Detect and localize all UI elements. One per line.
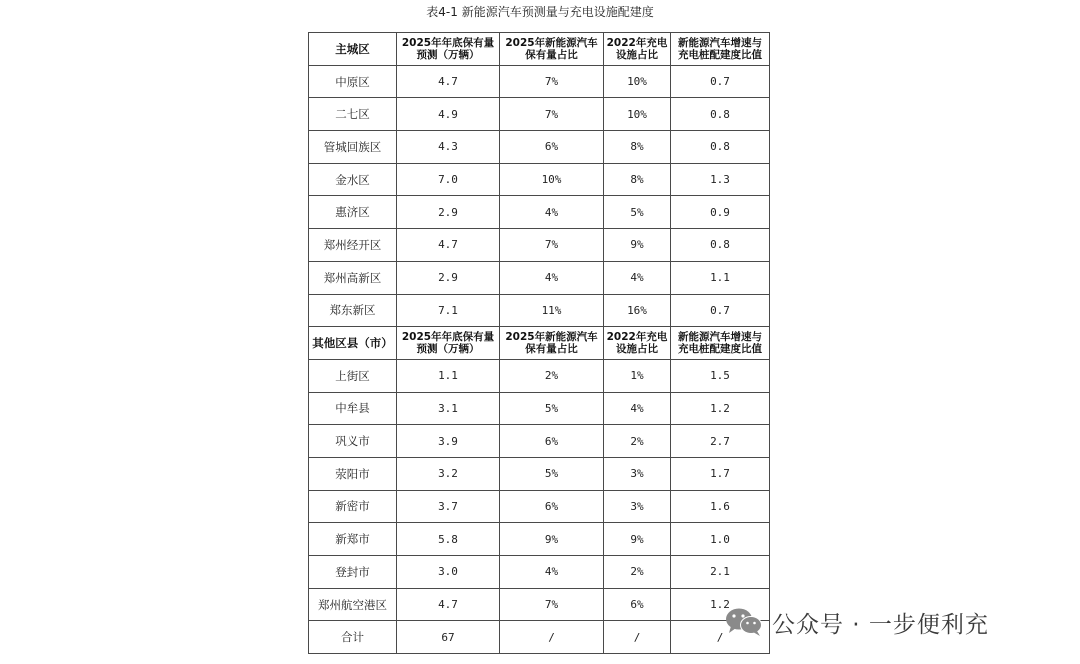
table-cell: 0.8 — [671, 131, 770, 164]
table-cell: 2% — [604, 556, 671, 589]
row-label-cell: 金水区 — [309, 163, 397, 196]
table-cell: 9% — [500, 523, 604, 556]
table-cell: 2.1 — [671, 556, 770, 589]
table-cell: 7% — [500, 229, 604, 262]
table-row — [309, 588, 770, 621]
row-label-cell: 上街区 — [309, 359, 397, 392]
table-row — [309, 621, 770, 654]
table-cell: 2025年新能源汽车 保有量占比 — [500, 33, 604, 66]
table-cell: 2.9 — [397, 261, 500, 294]
table-cell: 新能源汽车增速与 充电桩配建度比值 — [671, 327, 770, 360]
table-cell: / — [500, 621, 604, 654]
table-cell: 2.9 — [397, 196, 500, 229]
table-cell: 0.7 — [671, 294, 770, 327]
table-cell: 4.7 — [397, 65, 500, 98]
row-label-cell: 登封市 — [309, 556, 397, 589]
table-cell: 4% — [500, 556, 604, 589]
table-cell: 5% — [500, 392, 604, 425]
table-row — [309, 131, 770, 164]
wechat-icon — [724, 607, 764, 637]
table-cell: 16% — [604, 294, 671, 327]
row-label-cell: 巩义市 — [309, 425, 397, 458]
row-label-cell: 中牟县 — [309, 392, 397, 425]
table-cell: 0.8 — [671, 98, 770, 131]
table-cell: 2.7 — [671, 425, 770, 458]
table-cell: 2025年新能源汽车 保有量占比 — [500, 327, 604, 360]
table-row — [309, 425, 770, 458]
table-cell: 4.7 — [397, 588, 500, 621]
table-cell: 1.7 — [671, 457, 770, 490]
row-label-cell: 荥阳市 — [309, 457, 397, 490]
table-cell: 3.9 — [397, 425, 500, 458]
table-row — [309, 294, 770, 327]
table-cell: 4% — [604, 261, 671, 294]
header-row-other — [309, 327, 770, 360]
row-label-cell: 郑州经开区 — [309, 229, 397, 262]
table-cell: 1% — [604, 359, 671, 392]
row-label-cell: 惠济区 — [309, 196, 397, 229]
table-cell: 3.0 — [397, 556, 500, 589]
table-row — [309, 196, 770, 229]
table-row — [309, 65, 770, 98]
table-cell: 1.2 — [671, 588, 770, 621]
table-cell: 10% — [500, 163, 604, 196]
table-cell: 2% — [500, 359, 604, 392]
table-row — [309, 556, 770, 589]
table-cell: 4% — [500, 261, 604, 294]
table-cell: 5% — [604, 196, 671, 229]
table-cell: 1.5 — [671, 359, 770, 392]
row-label-cell: 郑州高新区 — [309, 261, 397, 294]
table-cell: 1.1 — [397, 359, 500, 392]
table-cell: 3.7 — [397, 490, 500, 523]
table-row — [309, 392, 770, 425]
table-cell: 1.0 — [671, 523, 770, 556]
row-label-cell: 郑州航空港区 — [309, 588, 397, 621]
table-cell: / — [671, 621, 770, 654]
table-cell: / — [604, 621, 671, 654]
header-row-main — [309, 33, 770, 66]
table-cell: 0.8 — [671, 229, 770, 262]
table-cell: 8% — [604, 131, 671, 164]
table-cell: 6% — [500, 425, 604, 458]
table-cell: 9% — [604, 229, 671, 262]
row-label-cell: 新密市 — [309, 490, 397, 523]
table-cell: 4.9 — [397, 98, 500, 131]
row-label-cell: 中原区 — [309, 65, 397, 98]
table-cell: 3% — [604, 490, 671, 523]
row-label-cell: 主城区 — [309, 33, 397, 66]
table-cell: 6% — [500, 131, 604, 164]
table-cell: 1.1 — [671, 261, 770, 294]
table-cell: 新能源汽车增速与 充电桩配建度比值 — [671, 33, 770, 66]
table-cell: 6% — [500, 490, 604, 523]
table-cell: 3.2 — [397, 457, 500, 490]
watermark-text: 公众号 · 一步便利充 — [772, 611, 989, 638]
table-cell: 2025年年底保有量 预测（万辆） — [397, 327, 500, 360]
table-cell: 8% — [604, 163, 671, 196]
watermark — [724, 604, 989, 640]
table-row — [309, 163, 770, 196]
table-cell: 7% — [500, 588, 604, 621]
table-cell: 5% — [500, 457, 604, 490]
table-row — [309, 229, 770, 262]
row-label-cell: 管城回族区 — [309, 131, 397, 164]
table-row — [309, 490, 770, 523]
row-label-cell: 郑东新区 — [309, 294, 397, 327]
table-cell: 2% — [604, 425, 671, 458]
table-cell: 2022年充电 设施占比 — [604, 33, 671, 66]
row-label-cell: 二七区 — [309, 98, 397, 131]
table-cell: 1.6 — [671, 490, 770, 523]
table-cell: 1.2 — [671, 392, 770, 425]
table-cell: 10% — [604, 65, 671, 98]
table-row — [309, 98, 770, 131]
row-label-cell: 新郑市 — [309, 523, 397, 556]
table-row — [309, 457, 770, 490]
table-cell: 4% — [604, 392, 671, 425]
table-cell: 2022年充电 设施占比 — [604, 327, 671, 360]
table-cell: 4% — [500, 196, 604, 229]
table-cell: 0.7 — [671, 65, 770, 98]
table-row — [309, 359, 770, 392]
table-cell: 7% — [500, 98, 604, 131]
table-cell: 4.7 — [397, 229, 500, 262]
table-cell: 2025年年底保有量 预测（万辆） — [397, 33, 500, 66]
row-label-cell: 其他区县（市） — [309, 327, 397, 360]
table-caption: 表4-1 新能源汽车预测量与充电设施配建度 — [426, 5, 654, 19]
table-cell: 9% — [604, 523, 671, 556]
table-cell: 7.1 — [397, 294, 500, 327]
table-cell: 3.1 — [397, 392, 500, 425]
table-cell: 1.3 — [671, 163, 770, 196]
table-cell: 11% — [500, 294, 604, 327]
table-row — [309, 261, 770, 294]
table-cell: 5.8 — [397, 523, 500, 556]
table-cell: 67 — [397, 621, 500, 654]
table-cell: 10% — [604, 98, 671, 131]
ev-forecast-table — [308, 32, 770, 654]
table-cell: 3% — [604, 457, 671, 490]
table-cell: 7% — [500, 65, 604, 98]
row-label-cell: 合计 — [309, 621, 397, 654]
table-cell: 6% — [604, 588, 671, 621]
table-cell: 0.9 — [671, 196, 770, 229]
table-cell: 7.0 — [397, 163, 500, 196]
table-row — [309, 523, 770, 556]
table-cell: 4.3 — [397, 131, 500, 164]
